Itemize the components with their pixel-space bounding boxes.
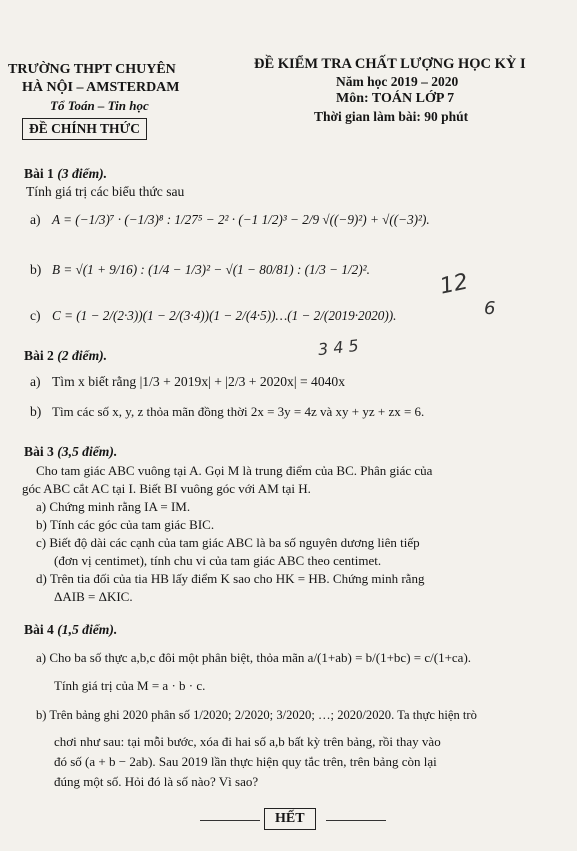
bai2-title: Bài 2 <box>24 348 54 363</box>
bai3-intro2: góc ABC cắt AC tại I. Biết BI vuông góc với AM tại H. <box>22 481 311 496</box>
bai1-a-label: a) <box>30 212 41 227</box>
bai1-b-expr: B = √(1 + 9/16) : (1/4 − 1/3)² − √(1 − 80/81) : (1/3 − 1/2)². <box>52 262 370 277</box>
handwritten-note-6: 6 <box>484 298 496 319</box>
bai1-b-label: b) <box>30 262 42 277</box>
exam-duration: Thời gian làm bài: 90 phút <box>314 109 469 124</box>
school-line1: TRƯỜNG THPT CHUYÊN <box>8 62 176 77</box>
bai4-b4: đúng một số. Hỏi đó là số nào? Vì sao? <box>54 774 259 789</box>
bai3-b: b) Tính các góc của tam giác BIC. <box>36 517 215 532</box>
bai2-b-label: b) <box>30 404 42 419</box>
bai1-heading <box>24 166 107 182</box>
bai3-title: Bài 3 <box>24 444 54 459</box>
bai4-b1: b) Trên bảng ghi 2020 phân số 1/2020; 2/2020; 3/2020; …; 2020/2020. Ta thực hiện trò <box>36 708 477 722</box>
bai3-points: (3,5 điểm). <box>57 444 118 459</box>
bai2-points: (2 điểm). <box>57 348 108 363</box>
school-line2: HÀ NỘI – AMSTERDAM <box>22 80 180 95</box>
end-mark: HẾT <box>264 808 316 830</box>
bai1-intro: Tính giá trị các biểu thức sau <box>26 184 185 199</box>
bai4-points: (1,5 điểm). <box>57 622 118 637</box>
bai4-b2: chơi như sau: tại mỗi bước, xóa đi hai số a,b bất kỳ trên bảng, rồi thay vào <box>54 734 441 749</box>
bai2-a-text: Tìm x biết rằng |1/3 + 2019x| + |2/3 + 2020x| = 4040x <box>52 374 346 389</box>
school-year: Năm học 2019 – 2020 <box>336 74 459 89</box>
bai2-b-text: Tìm các số x, y, z thỏa mãn đồng thời 2x = 3y = 4z và xy + yz + zx = 6. <box>52 404 425 419</box>
bai3-c2: (đơn vị centimet), tính chu vi của tam giác ABC theo centimet. <box>54 553 382 568</box>
bai4-heading <box>24 622 117 638</box>
exam-title: ĐỀ KIỂM TRA CHẤT LƯỢNG HỌC KỲ I <box>254 56 526 72</box>
bai2-heading <box>24 348 107 364</box>
bai3-a: a) Chứng minh rằng IA = IM. <box>36 499 191 514</box>
bai4-b3: đó số (a + b − 2ab). Sau 2019 lần thực hiện quy tắc trên, trên bảng còn lại <box>54 754 437 769</box>
bai1-a-expr: A = (−1/3)⁷ · (−1/3)⁸ : 1/27⁵ − 2² · (−1 1/2)³ − 2/9 √((−9)²) + √((−3)²). <box>52 212 430 227</box>
dept-name: Tổ Toán – Tin học <box>50 98 149 113</box>
bai3-d1: d) Trên tia đối của tia HB lấy điểm K sao cho HK = HB. Chứng minh rằng <box>36 571 425 586</box>
bai4-title: Bài 4 <box>24 622 54 637</box>
bai4-a1: a) Cho ba số thực a,b,c đôi một phân biệt, thỏa mãn a/(1+ab) = b/(1+bc) = c/(1+ca). <box>36 650 472 665</box>
bai3-intro1: Cho tam giác ABC vuông tại A. Gọi M là trung điểm của BC. Phân giác của <box>36 463 433 478</box>
bai1-title: Bài 1 <box>24 166 54 181</box>
official-stamp: ĐỀ CHÍNH THỨC <box>22 118 147 140</box>
bai3-heading <box>24 444 117 460</box>
handwritten-note-345: 3 4 5 <box>317 335 360 360</box>
bai2-a-label: a) <box>30 374 41 389</box>
bai1-points: (3 điểm). <box>57 166 108 181</box>
bai3-d2: ΔAIB = ΔKIC. <box>54 589 133 604</box>
handwritten-note-12: 12 <box>437 269 471 300</box>
bai1-c-label: c) <box>30 308 41 323</box>
bai1-c-expr: C = (1 − 2/(2·3))(1 − 2/(3·4))(1 − 2/(4·5))…(1 − 2/(2019·2020)). <box>52 308 397 323</box>
end-line-left <box>200 820 260 821</box>
bai4-a2: Tính giá trị của M = a · b · c. <box>54 678 206 693</box>
subject: Môn: TOÁN LỚP 7 <box>336 91 455 106</box>
end-line-right <box>326 820 386 821</box>
bai3-c1: c) Biết độ dài các cạnh của tam giác ABC là ba số nguyên dương liên tiếp <box>36 535 420 550</box>
